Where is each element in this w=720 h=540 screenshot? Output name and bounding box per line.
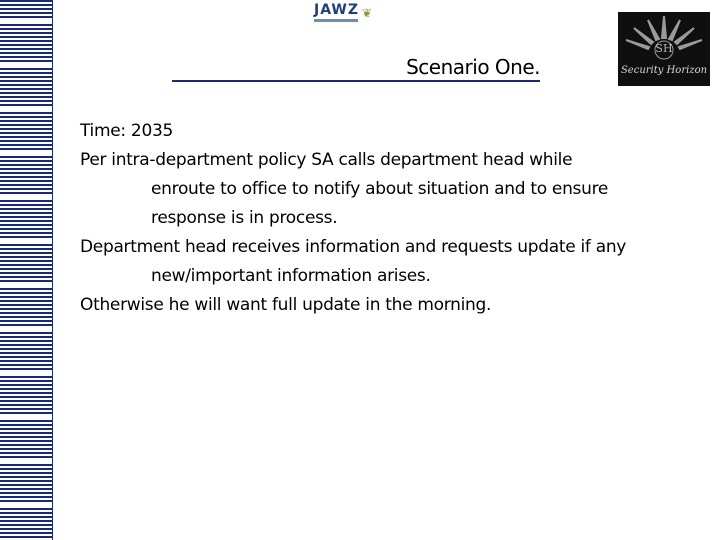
body-paragraph-full-update: Otherwise he will want full update in the morning. (80, 295, 492, 315)
body-paragraph-time: Time: 2035 (80, 121, 173, 141)
security-horizon-monogram: SH (655, 42, 673, 55)
jawz-logo-underline (314, 19, 358, 22)
body-paragraph-policy-call: Per intra-department policy SA calls department head while enroute to office to notify about situation and to ensure response is in process. (80, 150, 609, 228)
jawz-logo-text: JAWZ (314, 2, 360, 18)
body-paragraph-department-head: Department head receives information and requests update if any new/important information arises. (80, 237, 627, 286)
security-horizon-name: Security Horizon (620, 65, 708, 76)
slide-title: Scenario One. (406, 55, 540, 79)
slide-body (80, 117, 640, 320)
security-horizon-logo (618, 12, 710, 86)
jawz-logo (312, 2, 394, 28)
left-decorative-stripe-bar (0, 0, 53, 540)
jawz-leaf-icon: ❦ (362, 6, 373, 20)
title-underline (172, 80, 540, 82)
